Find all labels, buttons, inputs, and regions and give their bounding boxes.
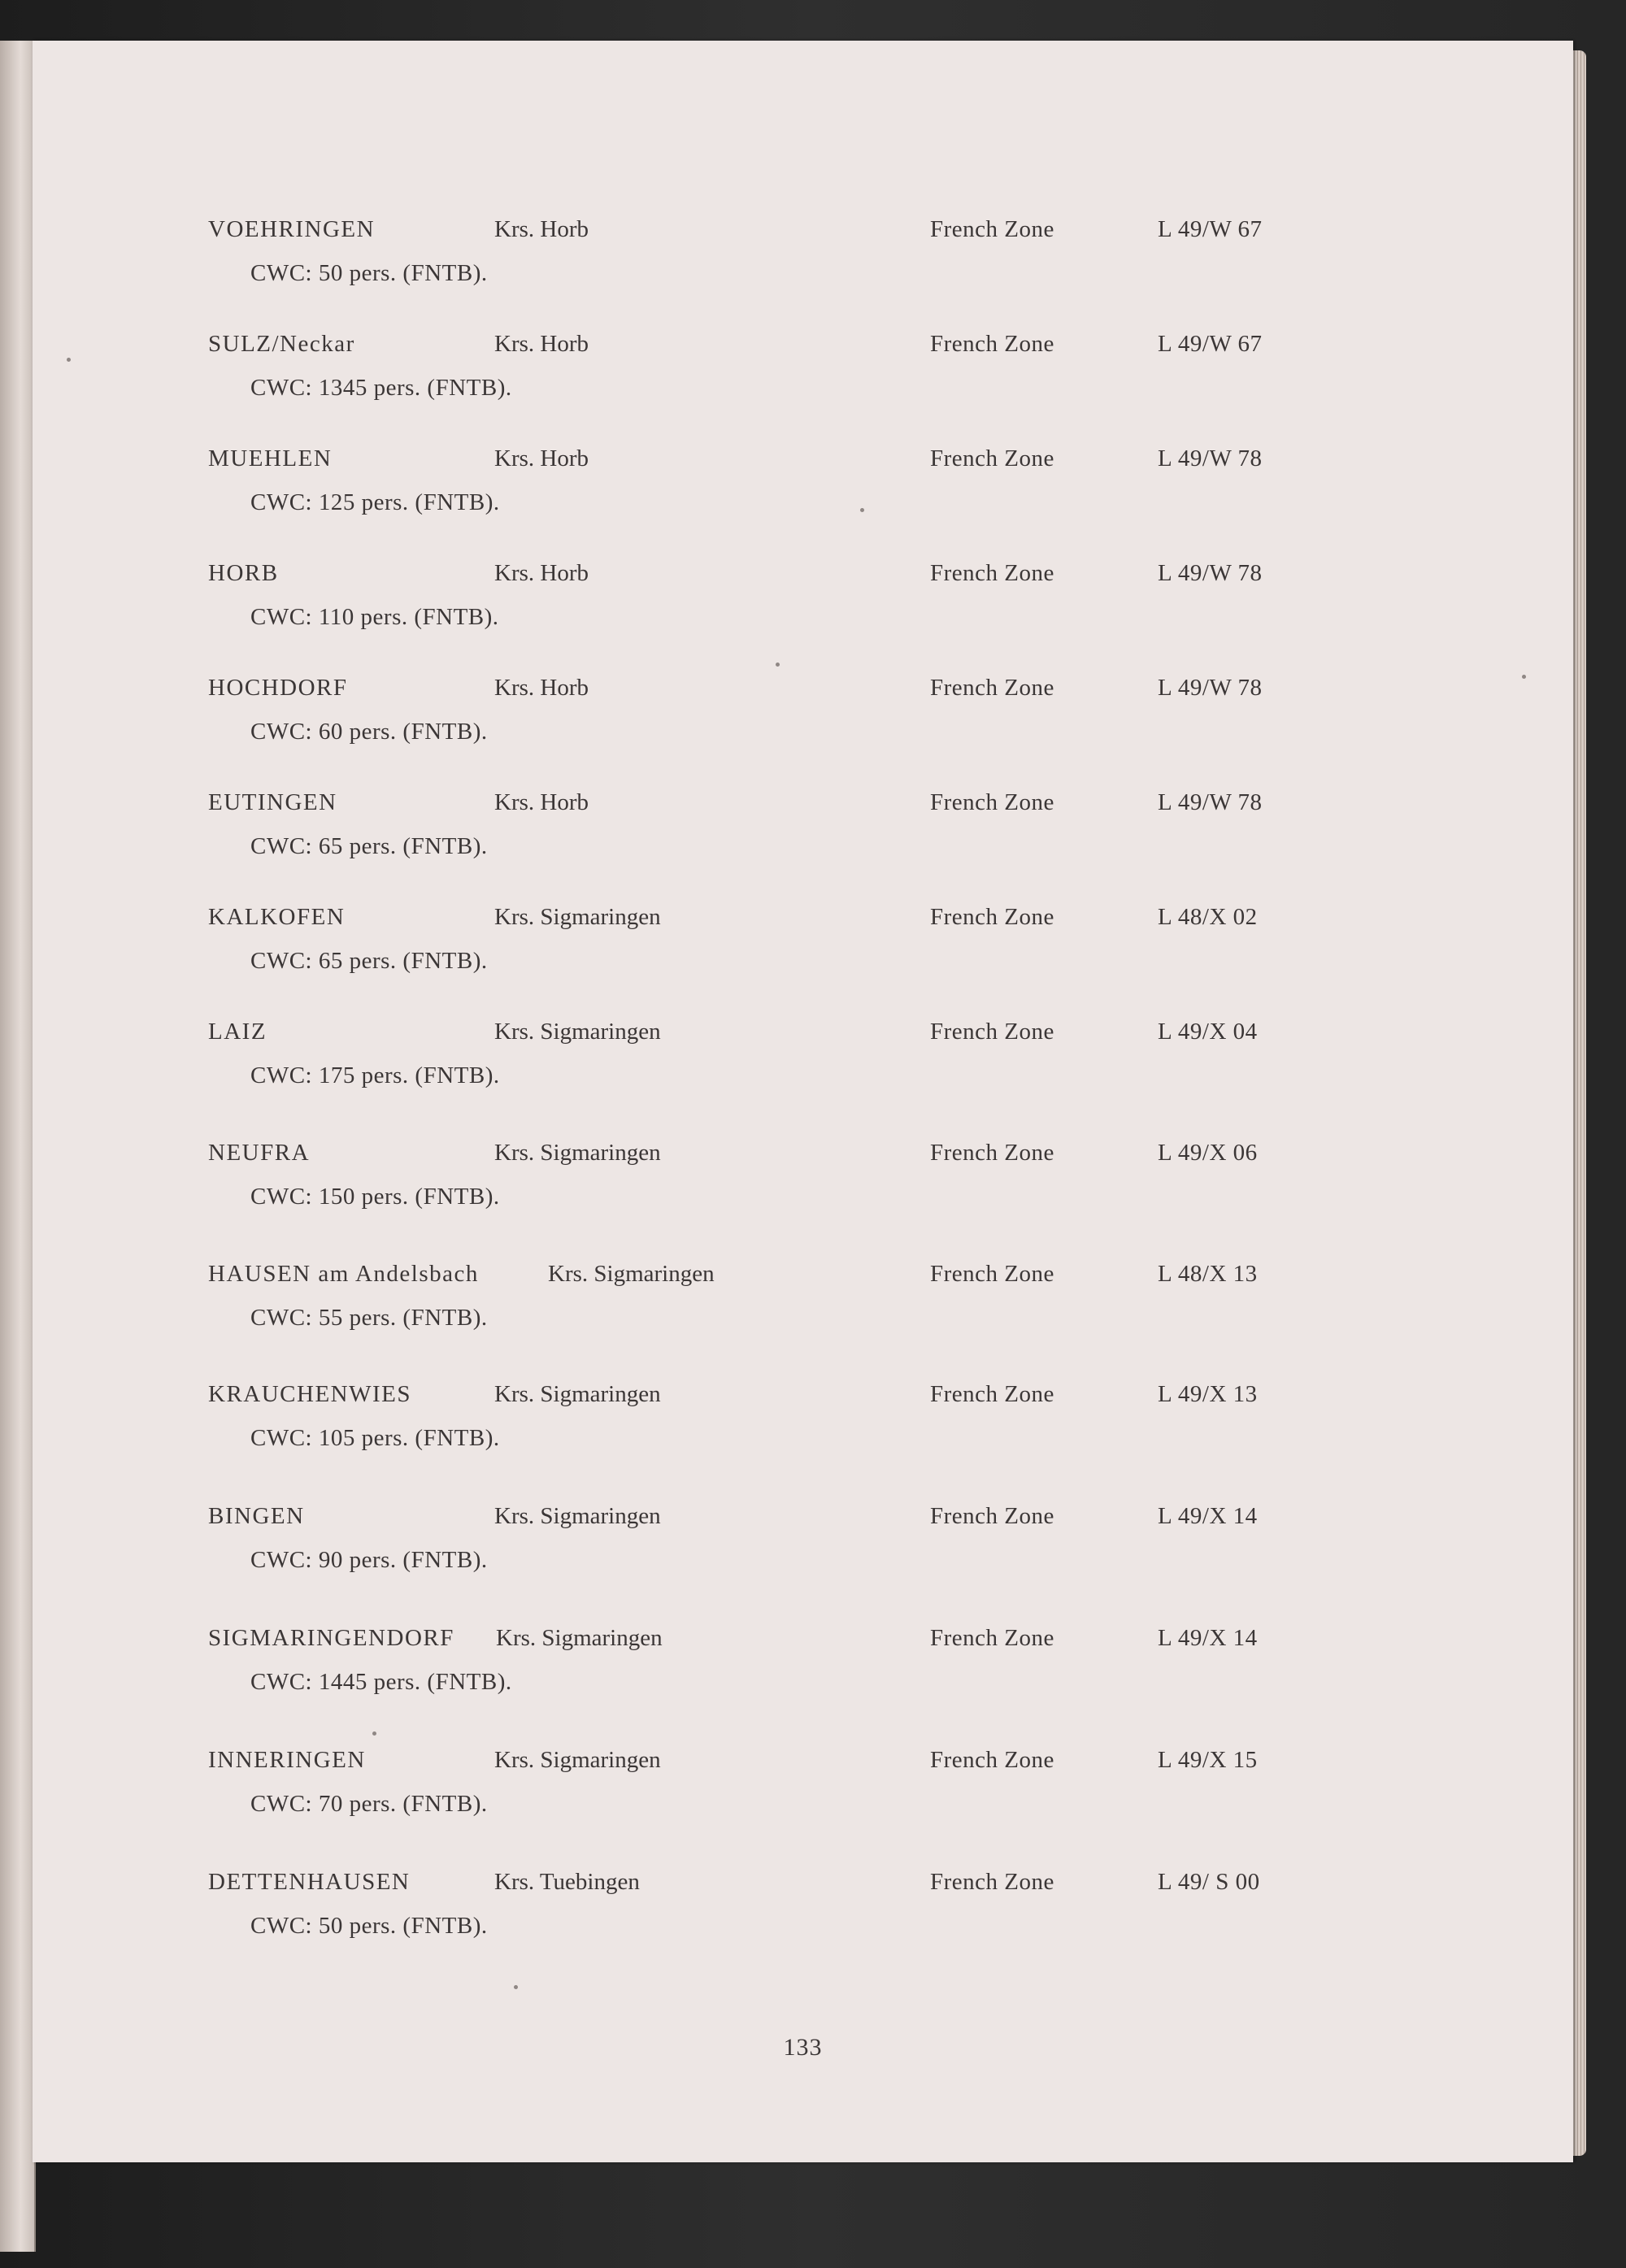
cwc-count: CWC: 1345 pers. (FNTB). bbox=[250, 375, 512, 401]
list-entry bbox=[33, 671, 1573, 769]
list-entry bbox=[33, 1500, 1573, 1597]
place-name: LAIZ bbox=[208, 1019, 267, 1045]
district-name: Krs. Horb bbox=[494, 675, 589, 701]
district-name: Krs. Horb bbox=[494, 216, 589, 242]
cwc-count: CWC: 125 pers. (FNTB). bbox=[250, 489, 500, 515]
place-name: DETTENHAUSEN bbox=[208, 1869, 411, 1895]
zone-label: French Zone bbox=[930, 789, 1054, 815]
grid-reference: L 49/X 14 bbox=[1158, 1625, 1258, 1651]
document-page bbox=[33, 41, 1573, 2162]
paper-speck bbox=[514, 1985, 518, 1989]
paper-speck bbox=[1522, 675, 1526, 679]
place-name: VOEHRINGEN bbox=[208, 216, 376, 242]
cwc-count: CWC: 50 pers. (FNTB). bbox=[250, 1913, 488, 1939]
zone-label: French Zone bbox=[930, 675, 1054, 701]
district-name: Krs. Sigmaringen bbox=[494, 1503, 661, 1529]
grid-reference: L 49/X 06 bbox=[1158, 1140, 1258, 1166]
list-entry bbox=[33, 1378, 1573, 1475]
list-entry bbox=[33, 1744, 1573, 1841]
place-name: BINGEN bbox=[208, 1503, 305, 1529]
cwc-count: CWC: 110 pers. (FNTB). bbox=[250, 604, 499, 630]
zone-label: French Zone bbox=[930, 1140, 1054, 1166]
district-name: Krs. Horb bbox=[494, 445, 589, 471]
list-entry bbox=[33, 1622, 1573, 1719]
place-name: INNERINGEN bbox=[208, 1747, 366, 1773]
grid-reference: L 49/W 78 bbox=[1158, 445, 1263, 471]
zone-label: French Zone bbox=[930, 331, 1054, 357]
cwc-count: CWC: 50 pers. (FNTB). bbox=[250, 260, 488, 286]
grid-reference: L 49/W 78 bbox=[1158, 675, 1263, 701]
list-entry bbox=[33, 786, 1573, 884]
place-name: HORB bbox=[208, 560, 279, 586]
list-entry bbox=[33, 328, 1573, 425]
list-entry bbox=[33, 901, 1573, 998]
list-entry bbox=[33, 213, 1573, 311]
zone-label: French Zone bbox=[930, 1381, 1054, 1407]
place-name: EUTINGEN bbox=[208, 789, 337, 815]
zone-label: French Zone bbox=[930, 560, 1054, 586]
grid-reference: L 48/X 02 bbox=[1158, 904, 1258, 930]
grid-reference: L 49/X 04 bbox=[1158, 1019, 1258, 1045]
place-name: KRAUCHENWIES bbox=[208, 1381, 411, 1407]
place-name: MUEHLEN bbox=[208, 445, 333, 471]
zone-label: French Zone bbox=[930, 1747, 1054, 1773]
cwc-count: CWC: 90 pers. (FNTB). bbox=[250, 1547, 488, 1573]
cwc-count: CWC: 150 pers. (FNTB). bbox=[250, 1184, 500, 1210]
place-name: KALKOFEN bbox=[208, 904, 346, 930]
list-entry bbox=[33, 1258, 1573, 1355]
district-name: Krs. Sigmaringen bbox=[494, 904, 661, 930]
zone-label: French Zone bbox=[930, 904, 1054, 930]
grid-reference: L 49/X 13 bbox=[1158, 1381, 1258, 1407]
page-number: 133 bbox=[783, 2034, 823, 2061]
grid-reference: L 49/W 67 bbox=[1158, 331, 1263, 357]
grid-reference: L 49/W 78 bbox=[1158, 560, 1263, 586]
district-name: Krs. Horb bbox=[494, 789, 589, 815]
place-name: NEUFRA bbox=[208, 1140, 311, 1166]
grid-reference: L 48/X 13 bbox=[1158, 1261, 1258, 1287]
list-entry bbox=[33, 1015, 1573, 1113]
district-name: Krs. Sigmaringen bbox=[548, 1261, 715, 1287]
zone-label: French Zone bbox=[930, 1019, 1054, 1045]
district-name: Krs. Sigmaringen bbox=[496, 1625, 663, 1651]
zone-label: French Zone bbox=[930, 445, 1054, 471]
cwc-count: CWC: 65 pers. (FNTB). bbox=[250, 833, 488, 859]
list-entry bbox=[33, 442, 1573, 540]
paper-speck bbox=[67, 358, 71, 362]
list-entry bbox=[33, 557, 1573, 654]
place-name: SIGMARINGENDORF bbox=[208, 1625, 454, 1651]
grid-reference: L 49/X 15 bbox=[1158, 1747, 1258, 1773]
paper-speck bbox=[860, 508, 864, 512]
cwc-count: CWC: 60 pers. (FNTB). bbox=[250, 719, 488, 745]
district-name: Krs. Sigmaringen bbox=[494, 1019, 661, 1045]
zone-label: French Zone bbox=[930, 1625, 1054, 1651]
district-name: Krs. Sigmaringen bbox=[494, 1140, 661, 1166]
district-name: Krs. Horb bbox=[494, 331, 589, 357]
zone-label: French Zone bbox=[930, 1261, 1054, 1287]
cwc-count: CWC: 175 pers. (FNTB). bbox=[250, 1062, 500, 1088]
district-name: Krs. Sigmaringen bbox=[494, 1381, 661, 1407]
cwc-count: CWC: 55 pers. (FNTB). bbox=[250, 1305, 488, 1331]
list-entry bbox=[33, 1136, 1573, 1234]
zone-label: French Zone bbox=[930, 216, 1054, 242]
paper-speck bbox=[776, 663, 780, 667]
zone-label: French Zone bbox=[930, 1503, 1054, 1529]
place-name: SULZ/Neckar bbox=[208, 331, 355, 357]
grid-reference: L 49/ S 00 bbox=[1158, 1869, 1260, 1895]
grid-reference: L 49/W 67 bbox=[1158, 216, 1263, 242]
grid-reference: L 49/W 78 bbox=[1158, 789, 1263, 815]
grid-reference: L 49/X 14 bbox=[1158, 1503, 1258, 1529]
cwc-count: CWC: 65 pers. (FNTB). bbox=[250, 948, 488, 974]
cwc-count: CWC: 1445 pers. (FNTB). bbox=[250, 1669, 512, 1695]
left-page-edge bbox=[0, 41, 36, 2252]
cwc-count: CWC: 105 pers. (FNTB). bbox=[250, 1425, 500, 1451]
zone-label: French Zone bbox=[930, 1869, 1054, 1895]
cwc-count: CWC: 70 pers. (FNTB). bbox=[250, 1791, 488, 1817]
place-name: HAUSEN am Andelsbach bbox=[208, 1261, 479, 1287]
paper-speck bbox=[372, 1731, 376, 1736]
list-entry bbox=[33, 1866, 1573, 1963]
place-name: HOCHDORF bbox=[208, 675, 348, 701]
district-name: Krs. Horb bbox=[494, 560, 589, 586]
district-name: Krs. Sigmaringen bbox=[494, 1747, 661, 1773]
district-name: Krs. Tuebingen bbox=[494, 1869, 640, 1895]
